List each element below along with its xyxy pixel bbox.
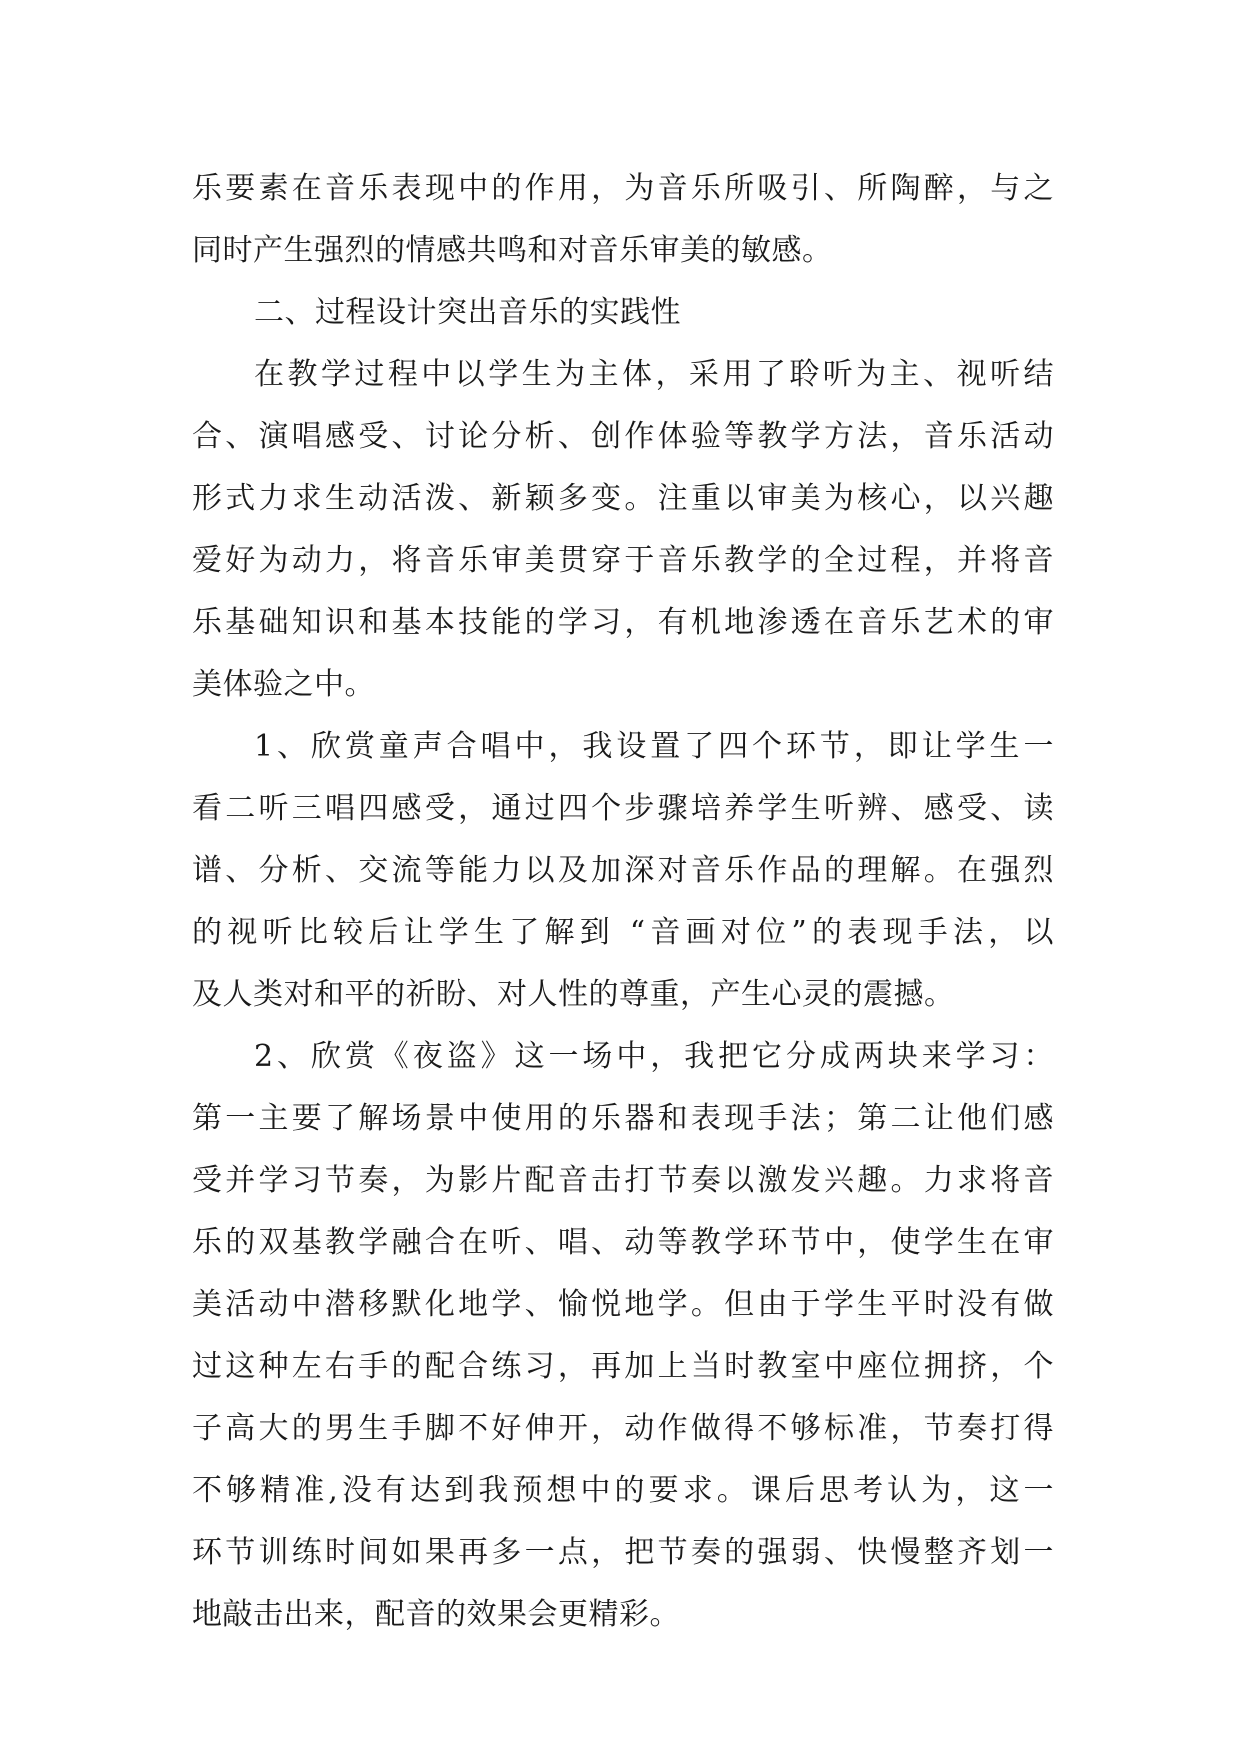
text-line: 乐要素在音乐表现中的作用，为音乐所吸引、所陶醉，与之 [192, 171, 1054, 206]
text-line: 第一主要了解场景中使用的乐器和表现手法；第二让他们感 [192, 1101, 1054, 1136]
document-body [192, 158, 1054, 1646]
text-line: 不够精准,没有达到我预想中的要求。课后思考认为，这一 [192, 1473, 1054, 1508]
text-line: 美体验之中。 [192, 667, 375, 702]
text-line: 乐基础知识和基本技能的学习，有机地渗透在音乐艺术的审 [192, 605, 1054, 640]
text-line: 形式力求生动活泼、新颖多变。注重以审美为核心，以兴趣 [192, 481, 1054, 516]
text-line: 美活动中潜移默化地学、愉悦地学。但由于学生平时没有做 [192, 1287, 1054, 1322]
text-line: 环节训练时间如果再多一点，把节奏的强弱、快慢整齐划一 [192, 1535, 1054, 1570]
text-line: 2、欣赏《夜盗》这一场中，我把它分成两块来学习： [254, 1039, 1054, 1074]
text-line: 受并学习节奏，为影片配音击打节奏以激发兴趣。力求将音 [192, 1163, 1054, 1198]
section-heading: 二、过程设计突出音乐的实践性 [254, 295, 681, 330]
text-line: 子高大的男生手脚不好伸开，动作做得不够标准，节奏打得 [192, 1411, 1054, 1446]
text-line: 地敲击出来，配音的效果会更精彩。 [192, 1597, 680, 1632]
text-line: 乐的双基教学融合在听、唱、动等教学环节中，使学生在审 [192, 1225, 1054, 1260]
text-line: 合、演唱感受、讨论分析、创作体验等教学方法，音乐活动 [192, 419, 1054, 454]
text-line: 的视听比较后让学生了解到 “音画对位”的表现手法，以 [192, 915, 1054, 950]
text-line: 同时产生强烈的情感共鸣和对音乐审美的敏感。 [192, 233, 833, 268]
text-line: 及人类对和平的祈盼、对人性的尊重，产生心灵的震撼。 [192, 977, 955, 1012]
text-line: 爱好为动力，将音乐审美贯穿于音乐教学的全过程，并将音 [192, 543, 1054, 578]
text-line: 看二听三唱四感受，通过四个步骤培养学生听辨、感受、读 [192, 791, 1054, 826]
text-line: 1、欣赏童声合唱中，我设置了四个环节，即让学生一 [254, 729, 1054, 764]
text-line: 在教学过程中以学生为主体，采用了聆听为主、视听结 [254, 357, 1054, 392]
text-line: 过这种左右手的配合练习，再加上当时教室中座位拥挤，个 [192, 1349, 1054, 1384]
text-line: 谱、分析、交流等能力以及加深对音乐作品的理解。在强烈 [192, 853, 1054, 888]
